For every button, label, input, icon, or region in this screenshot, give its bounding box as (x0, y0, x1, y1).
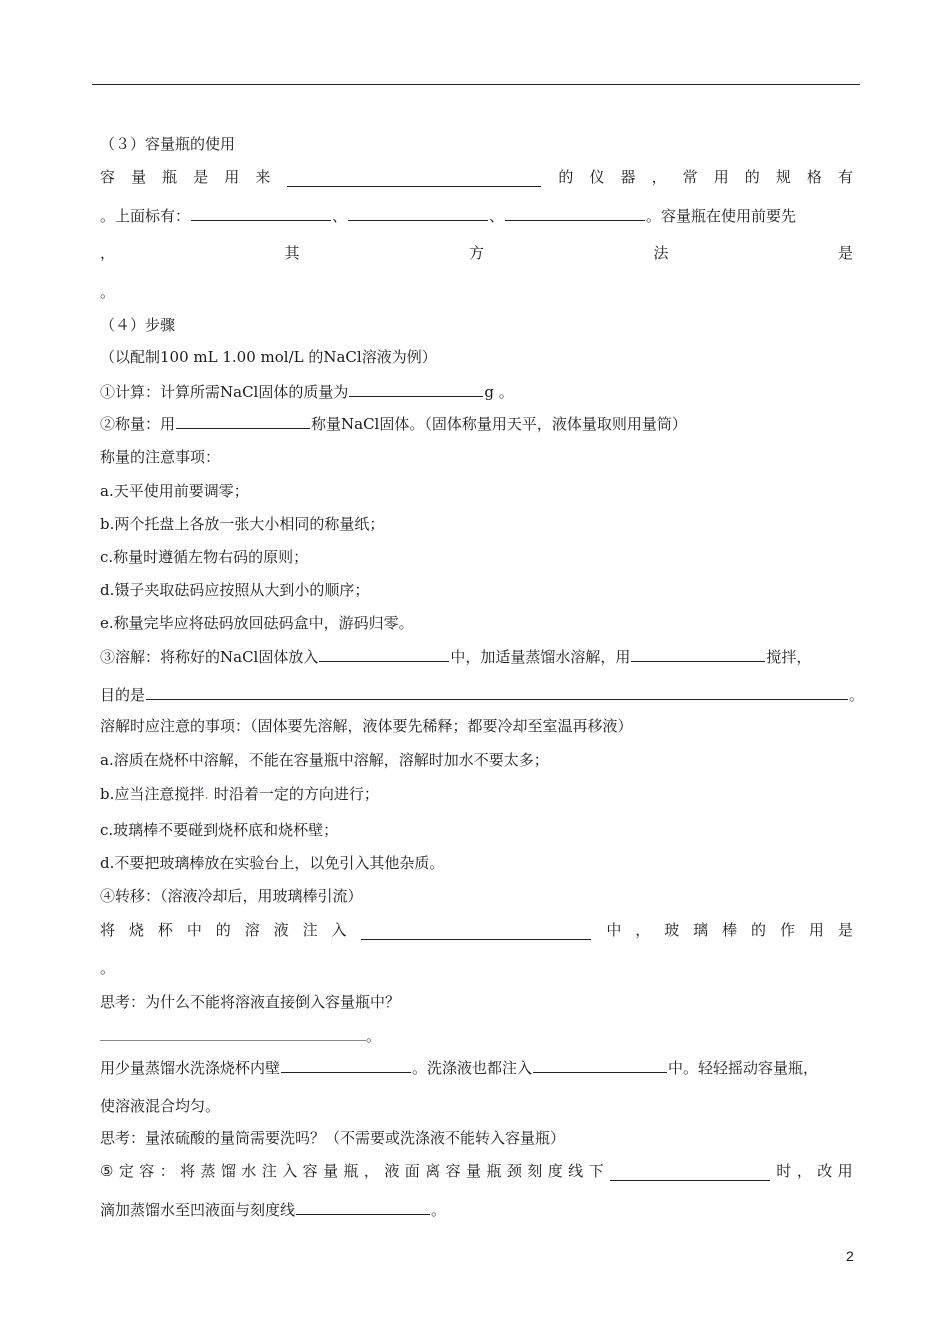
dissolve-purpose: 目的是 。 (100, 686, 865, 704)
blank-mark-3[interactable] (505, 205, 645, 221)
think-question-2: 思考：量浓硫酸的量筒需要洗吗？（不需要或洗涤液不能转入容量瓶） (100, 1129, 566, 1147)
transfer-end: 。 (100, 959, 116, 977)
step-fix-volume: ⑤ 定 容 ： 将 蒸 馏 水 注 入 容 量 瓶 ， 液 面 离 容 量 瓶 颈 刻 度 线 下 时 ， 改 用 (100, 1162, 853, 1180)
section-3-title: （３）容量瓶的使用 (100, 135, 236, 153)
step-dissolve: ③溶解：将称好的NaCl固体放入 中，加适量蒸馏水溶解，用 搅拌， (100, 648, 812, 666)
step-weigh: ②称量：用 称量NaCl固体。（固体称量用天平，液体量取则用量筒） (100, 415, 687, 433)
dissolve-note: b.应当注意搅拌. 时沿着一定的方向进行； (100, 785, 379, 803)
sec3-line4: 。 (100, 283, 116, 301)
blank-mass[interactable] (349, 381, 483, 397)
example-note: （以配制100 mL 1.00 mol/L 的NaCl溶液为例） (100, 348, 437, 366)
weigh-note: b.两个托盘上各放一张大小相同的称量纸； (100, 515, 385, 533)
weigh-note: c.称量时遵循左物右码的原则； (100, 548, 309, 566)
blank-transfer-target[interactable] (361, 924, 591, 940)
step-calc: ①计算：计算所需NaCl固体的质量为 g 。 (100, 383, 514, 401)
sec3-line3: ， 其 方 法 是 (100, 244, 853, 262)
weigh-note: e.称量完毕应将砝码放回砝码盒中，游码归零。 (100, 614, 414, 632)
section-4-title: （４）步骤 (100, 316, 176, 334)
blank-container[interactable] (319, 646, 449, 662)
blank-flask-purpose[interactable] (287, 171, 541, 187)
dissolve-note: a.溶质在烧杯中溶解，不能在容量瓶中溶解，溶解时加水不要太多； (100, 751, 549, 769)
blank-instrument[interactable] (176, 413, 310, 429)
weigh-note: a.天平使用前要调零； (100, 482, 249, 500)
page-number: 2 (846, 1248, 854, 1264)
think-question-1: 思考：为什么不能将溶液直接倒入容量瓶中？ (100, 993, 401, 1011)
blank-wash-target[interactable] (533, 1057, 667, 1073)
sec3-line2: 。上面标有： 、 、 。容量瓶在使用前要先 (100, 207, 797, 225)
blank-mark-2[interactable] (348, 205, 488, 221)
transfer-line: 将 烧 杯 中 的 溶 液 注 入 中 ， 玻 璃 棒 的 作 用 是 (100, 921, 853, 939)
blank-meniscus[interactable] (296, 1199, 430, 1215)
step-transfer-title: ④转移：（溶液冷却后，用玻璃棒引流） (100, 887, 363, 905)
dissolve-note: c.玻璃棒不要碰到烧杯底和烧杯壁； (100, 821, 339, 839)
blank-think-1[interactable] (100, 1025, 366, 1041)
step-wash: 用少量蒸馏水洗涤烧杯内壁 。洗涤液也都注入 中。轻轻摇动容量瓶， (100, 1059, 819, 1077)
weigh-note: d.镊子夹取砝码应按照从大到小的顺序； (100, 581, 370, 599)
blank-wash-times[interactable] (281, 1057, 411, 1073)
blank-mark-1[interactable] (191, 205, 331, 221)
think-answer-1: 。 (100, 1025, 853, 1045)
sec3-line1: 容 量 瓶 是 用 来 的 仪 器 ， 常 用 的 规 格 有 (100, 168, 853, 186)
wash-line-2: 使溶液混合均匀。 (100, 1097, 221, 1115)
dissolve-note: d.不要把玻璃棒放在实验台上，以免引入其他杂质。 (100, 854, 445, 872)
header-rule (92, 84, 860, 85)
blank-stirrer[interactable] (631, 646, 765, 662)
blank-distance[interactable] (610, 1165, 770, 1181)
fix-volume-line-2: 滴加蒸馏水至凹液面与刻度线 。 (100, 1201, 447, 1219)
blank-purpose[interactable] (146, 684, 848, 700)
weigh-notes-title: 称量的注意事项： (100, 448, 221, 466)
dissolve-notes-title: 溶解时应注意的事项：（固体要先溶解，液体要先稀释；都要冷却至室温再移液） (100, 717, 633, 735)
